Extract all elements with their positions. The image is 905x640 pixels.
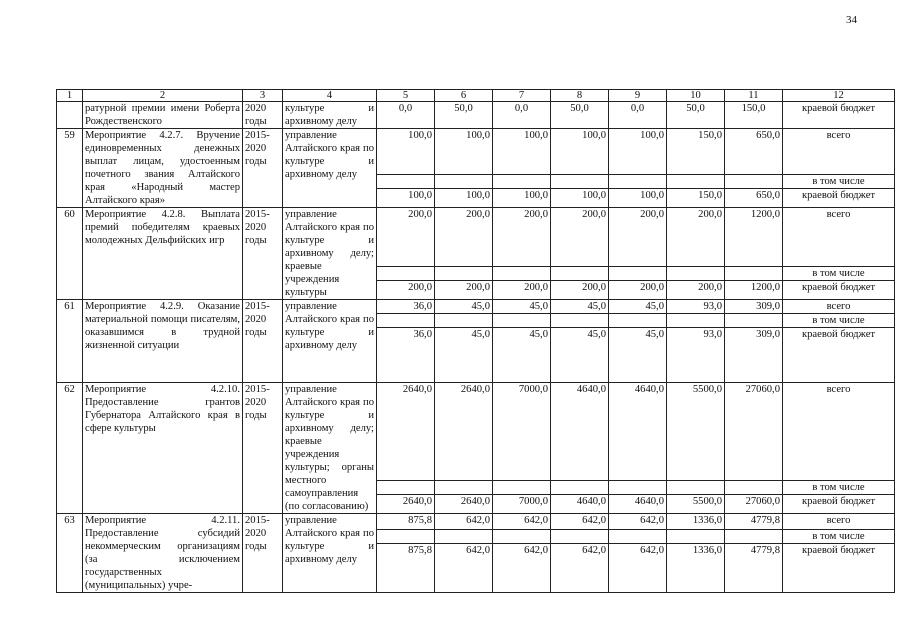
budget-value-cell: 4640,0 (609, 495, 667, 514)
total-value-cell: 4640,0 (609, 383, 667, 481)
budget-value-cell: 7000,0 (493, 495, 551, 514)
value-cell: 50,0 (667, 102, 725, 129)
row-number-cell (57, 102, 83, 129)
budget-value-cell: 100,0 (493, 189, 551, 208)
budget-value-cell: 36,0 (377, 328, 435, 383)
budget-value-cell: 200,0 (435, 281, 493, 300)
value-cell: 50,0 (435, 102, 493, 129)
total-value-cell: 150,0 (667, 129, 725, 175)
total-value-cell: 4779,8 (725, 514, 783, 530)
years-cell: 2015-2020 годы (243, 129, 283, 208)
empty-cell (609, 267, 667, 281)
executor-cell: управление Алтайского края по культуре и архивному делу; краевые учреждения культуры (283, 208, 377, 300)
row-number-cell: 63 (57, 514, 83, 593)
header-cell: 4 (283, 90, 377, 102)
budget-value-cell: 650,0 (725, 189, 783, 208)
empty-cell (435, 314, 493, 328)
table-row (57, 129, 895, 175)
budget-value-cell: 45,0 (609, 328, 667, 383)
budget-value-cell: 642,0 (551, 544, 609, 593)
empty-cell (551, 175, 609, 189)
budget-value-cell: 200,0 (667, 281, 725, 300)
measure-name-cell: Мероприятие 4.2.8. Выплата премий победителям краевых молодежных Дельфийских игр (83, 208, 243, 300)
header-cell: 9 (609, 90, 667, 102)
header-row (57, 90, 895, 102)
total-value-cell: 650,0 (725, 129, 783, 175)
budget-value-cell: 5500,0 (667, 495, 725, 514)
header-cell: 6 (435, 90, 493, 102)
total-value-cell: 45,0 (551, 300, 609, 314)
total-value-cell: 642,0 (493, 514, 551, 530)
executor-cell: культуре и архивному делу (283, 102, 377, 129)
header-cell: 12 (783, 90, 895, 102)
empty-cell (667, 530, 725, 544)
funding-source-cell: краевой бюджет (783, 102, 895, 129)
executor-cell: управление Алтайского края по культуре и архивному делу (283, 129, 377, 208)
header-cell: 8 (551, 90, 609, 102)
header-cell: 7 (493, 90, 551, 102)
table-row (57, 102, 895, 129)
empty-cell (377, 175, 435, 189)
budget-value-cell: 45,0 (551, 328, 609, 383)
total-value-cell: 875,8 (377, 514, 435, 530)
empty-cell (667, 481, 725, 495)
total-value-cell: 100,0 (435, 129, 493, 175)
total-value-cell: 4640,0 (551, 383, 609, 481)
budget-value-cell: 642,0 (435, 544, 493, 593)
budget-value-cell: 100,0 (609, 189, 667, 208)
empty-cell (493, 175, 551, 189)
total-value-cell: 1200,0 (725, 208, 783, 267)
total-value-cell: 200,0 (377, 208, 435, 267)
empty-cell (667, 267, 725, 281)
empty-cell (725, 530, 783, 544)
measure-name-cell: Мероприятие 4.2.7. Вручение единовременных денежных выплат лицам, удостоенным почетного звания Алтайского края «Народный мастер Алтайского края» (83, 129, 243, 208)
empty-cell (725, 267, 783, 281)
total-value-cell: 200,0 (667, 208, 725, 267)
budget-value-cell: 100,0 (551, 189, 609, 208)
budget-value-cell: 642,0 (609, 544, 667, 593)
empty-cell (435, 530, 493, 544)
total-value-cell: 642,0 (551, 514, 609, 530)
empty-cell (609, 481, 667, 495)
table-row (57, 383, 895, 481)
row-number-cell: 61 (57, 300, 83, 383)
total-value-cell: 45,0 (493, 300, 551, 314)
total-value-cell: 642,0 (435, 514, 493, 530)
funding-source-cell: всего (783, 514, 895, 530)
table-row (57, 208, 895, 267)
funding-source-cell: всего (783, 129, 895, 175)
value-cell: 0,0 (493, 102, 551, 129)
budget-value-cell: 45,0 (435, 328, 493, 383)
funding-source-cell: всего (783, 208, 895, 267)
budget-value-cell: 1200,0 (725, 281, 783, 300)
total-value-cell: 2640,0 (435, 383, 493, 481)
years-cell: 2020 годы (243, 102, 283, 129)
header-cell: 5 (377, 90, 435, 102)
empty-cell (377, 530, 435, 544)
empty-cell (493, 530, 551, 544)
empty-cell (551, 530, 609, 544)
measure-name-cell: Мероприятие 4.2.11. Предоставление субсидий некоммерческим организациям (за исключением государственных (муниципальных) учре- (83, 514, 243, 593)
budget-value-cell: 45,0 (493, 328, 551, 383)
funding-source-cell: всего (783, 300, 895, 314)
funding-source-cell: краевой бюджет (783, 544, 895, 593)
years-cell: 2015-2020 годы (243, 208, 283, 300)
funding-source-cell: в том числе (783, 267, 895, 281)
value-cell: 0,0 (377, 102, 435, 129)
funding-source-cell: в том числе (783, 481, 895, 495)
header-cell: 2 (83, 90, 243, 102)
budget-value-cell: 93,0 (667, 328, 725, 383)
budget-value-cell: 1336,0 (667, 544, 725, 593)
budget-value-cell: 200,0 (377, 281, 435, 300)
row-number-cell: 60 (57, 208, 83, 300)
total-value-cell: 36,0 (377, 300, 435, 314)
header-cell: 10 (667, 90, 725, 102)
empty-cell (435, 481, 493, 495)
funding-source-cell: краевой бюджет (783, 281, 895, 300)
budget-value-cell: 2640,0 (377, 495, 435, 514)
total-value-cell: 45,0 (435, 300, 493, 314)
total-value-cell: 1336,0 (667, 514, 725, 530)
executor-cell: управление Алтайского края по культуре и архивному делу (283, 514, 377, 593)
measure-name-cell: Мероприятие 4.2.10. Предоставление грантов Губернатора Алтайского края в сфере культуры (83, 383, 243, 514)
budget-value-cell: 27060,0 (725, 495, 783, 514)
total-value-cell: 200,0 (551, 208, 609, 267)
empty-cell (667, 175, 725, 189)
executor-cell: управление Алтайского края по культуре и архивному делу (283, 300, 377, 383)
budget-value-cell: 100,0 (377, 189, 435, 208)
empty-cell (609, 530, 667, 544)
total-value-cell: 100,0 (551, 129, 609, 175)
empty-cell (493, 481, 551, 495)
header-cell: 1 (57, 90, 83, 102)
empty-cell (551, 267, 609, 281)
budget-value-cell: 875,8 (377, 544, 435, 593)
empty-cell (667, 314, 725, 328)
total-value-cell: 27060,0 (725, 383, 783, 481)
total-value-cell: 93,0 (667, 300, 725, 314)
funding-source-cell: в том числе (783, 314, 895, 328)
total-value-cell: 100,0 (493, 129, 551, 175)
table-row (57, 514, 895, 530)
header-cell: 3 (243, 90, 283, 102)
total-value-cell: 45,0 (609, 300, 667, 314)
years-cell: 2015-2020 годы (243, 300, 283, 383)
empty-cell (725, 481, 783, 495)
measure-name-cell: ратурной премии имени Роберта Рождественского (83, 102, 243, 129)
total-value-cell: 7000,0 (493, 383, 551, 481)
budget-value-cell: 100,0 (435, 189, 493, 208)
funding-source-cell: краевой бюджет (783, 189, 895, 208)
empty-cell (725, 175, 783, 189)
funding-source-cell: краевой бюджет (783, 328, 895, 383)
budget-value-cell: 642,0 (493, 544, 551, 593)
funding-source-cell: в том числе (783, 530, 895, 544)
budget-value-cell: 200,0 (609, 281, 667, 300)
empty-cell (377, 481, 435, 495)
years-cell: 2015-2020 годы (243, 514, 283, 593)
empty-cell (435, 267, 493, 281)
budget-value-cell: 150,0 (667, 189, 725, 208)
empty-cell (377, 314, 435, 328)
total-value-cell: 200,0 (493, 208, 551, 267)
row-number-cell: 62 (57, 383, 83, 514)
empty-cell (609, 314, 667, 328)
budget-value-cell: 4640,0 (551, 495, 609, 514)
total-value-cell: 100,0 (609, 129, 667, 175)
years-cell: 2015-2020 годы (243, 383, 283, 514)
funding-source-cell: всего (783, 383, 895, 481)
empty-cell (493, 267, 551, 281)
header-cell: 11 (725, 90, 783, 102)
page-number: 34 (846, 14, 857, 26)
total-value-cell: 5500,0 (667, 383, 725, 481)
measure-name-cell: Мероприятие 4.2.9. Оказание материальной помощи писателям, оказавшимся в трудной жизненной ситуации (83, 300, 243, 383)
budget-value-cell: 200,0 (493, 281, 551, 300)
empty-cell (377, 267, 435, 281)
funding-source-cell: в том числе (783, 175, 895, 189)
value-cell: 0,0 (609, 102, 667, 129)
empty-cell (435, 175, 493, 189)
total-value-cell: 100,0 (377, 129, 435, 175)
total-value-cell: 309,0 (725, 300, 783, 314)
executor-cell: управление Алтайского края по культуре и архивному делу; краевые учреждения культуры; органы местного самоуправления (по согласованию) (283, 383, 377, 514)
row-number-cell: 59 (57, 129, 83, 208)
funding-source-cell: краевой бюджет (783, 495, 895, 514)
value-cell: 50,0 (551, 102, 609, 129)
total-value-cell: 200,0 (609, 208, 667, 267)
empty-cell (493, 314, 551, 328)
budget-value-cell: 4779,8 (725, 544, 783, 593)
empty-cell (551, 314, 609, 328)
budget-value-cell: 2640,0 (435, 495, 493, 514)
budget-value-cell: 200,0 (551, 281, 609, 300)
value-cell: 150,0 (725, 102, 783, 129)
table-row (57, 300, 895, 314)
total-value-cell: 642,0 (609, 514, 667, 530)
empty-cell (609, 175, 667, 189)
total-value-cell: 200,0 (435, 208, 493, 267)
empty-cell (725, 314, 783, 328)
program-table (56, 89, 895, 593)
budget-value-cell: 309,0 (725, 328, 783, 383)
empty-cell (551, 481, 609, 495)
total-value-cell: 2640,0 (377, 383, 435, 481)
